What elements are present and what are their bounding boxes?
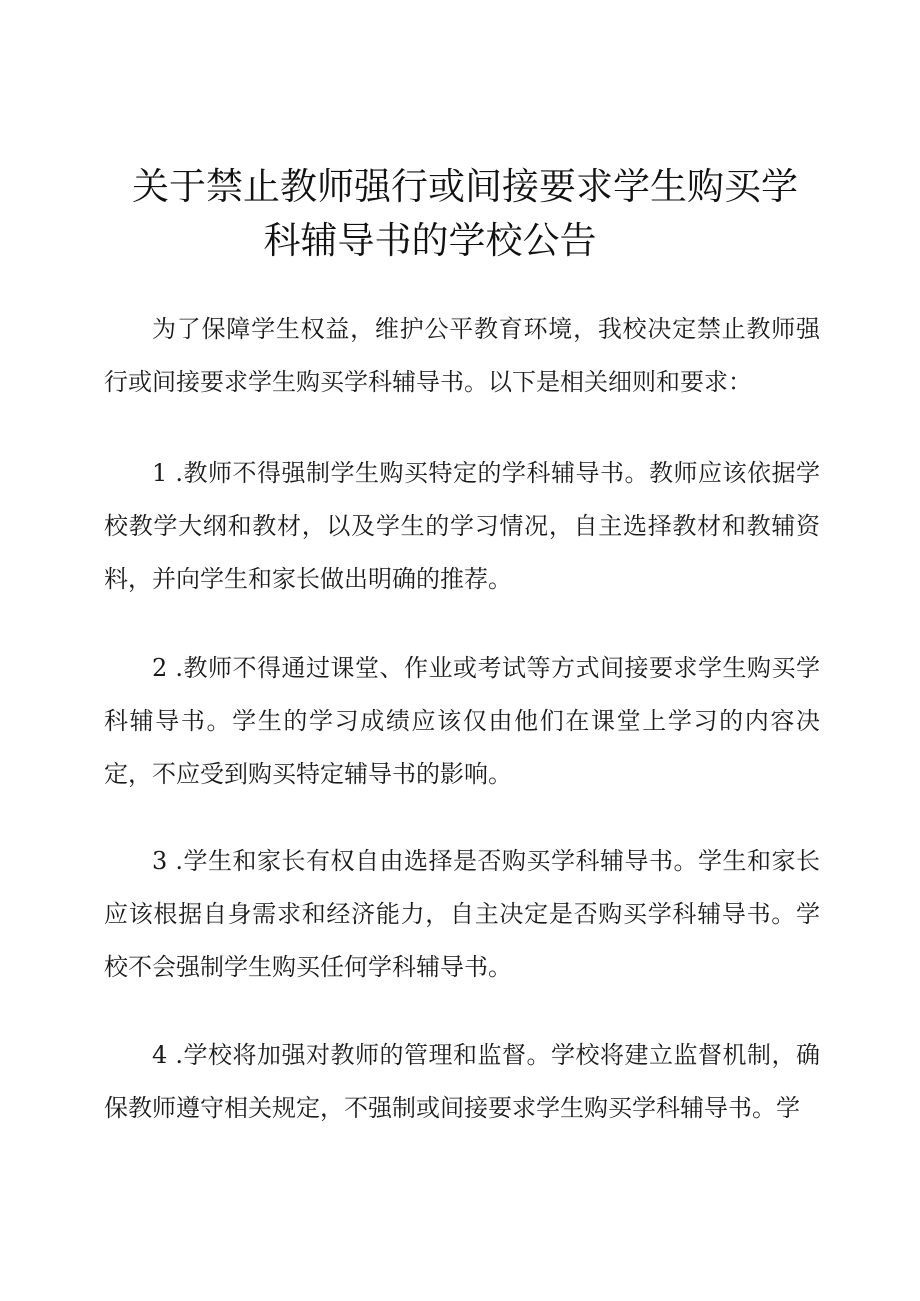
rule-item-2: 2 .教师不得通过课堂、作业或考试等方式间接要求学生购买学科辅导书。学生的学习成绩应该仅由他们在课堂上学习的内容决定，不应受到购买特定辅导书的影响。 bbox=[104, 654, 820, 788]
title-line-1: 关于禁止教师强行或间接要求学生购买学 bbox=[132, 165, 798, 208]
rule-item-3: 3 .学生和家长有权自由选择是否购买学科辅导书。学生和家长应该根据自身需求和经济能力，自主决定是否购买学科辅导书。学校不会强制学生购买任何学科辅导书。 bbox=[104, 847, 820, 981]
rule-item-4: 4 .学校将加强对教师的管理和监督。学校将建立监督机制，确保教师遵守相关规定，不强制或间接要求学生购买学科辅导书。学 bbox=[104, 1041, 820, 1122]
title-line-2: 科辅导书的学校公告 bbox=[263, 219, 597, 262]
intro-paragraph: 为了保障学生权益，维护公平教育环境，我校决定禁止教师强行或间接要求学生购买学科辅导书。以下是相关细则和要求： bbox=[104, 315, 820, 396]
rule-item-1: 1 .教师不得强制学生购买特定的学科辅导书。教师应该依据学校教学大纲和教材，以及学生的学习情况，自主选择教材和教辅资料，并向学生和家长做出明确的推荐。 bbox=[104, 459, 820, 593]
document-title bbox=[100, 160, 820, 268]
